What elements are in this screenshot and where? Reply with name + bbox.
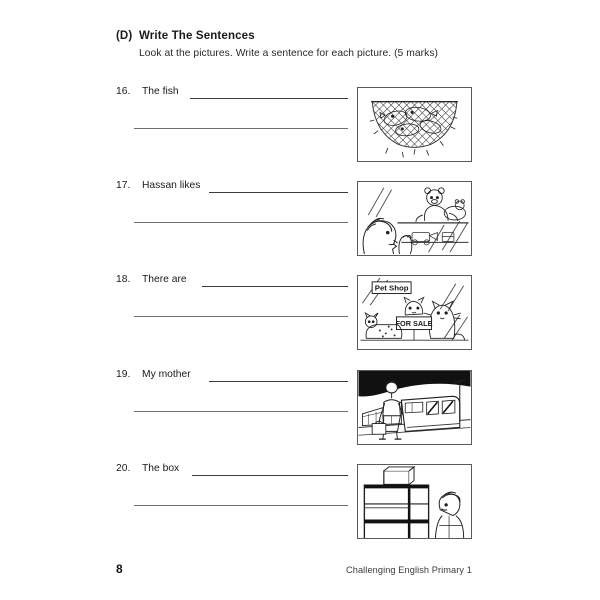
question-20-stem: The box (142, 463, 180, 474)
section-title: Write The Sentences (139, 30, 255, 42)
question-20-text-area (116, 463, 348, 541)
question-19-answer-line-1[interactable] (209, 381, 348, 382)
question-19-stem: My mother (142, 369, 191, 380)
boy-looking-at-toy-shop-window-illustration (359, 182, 471, 255)
question-item-18 (116, 274, 486, 354)
question-item-16 (116, 86, 486, 166)
woman-with-bag-at-train-platform-illustration (359, 371, 471, 444)
question-item-17 (116, 180, 486, 260)
box-on-top-of-shelf-with-child-illustration (359, 465, 471, 538)
question-20-answer-line-2[interactable] (134, 505, 348, 506)
section-title-row (116, 30, 496, 42)
question-18-answer-line-1[interactable] (202, 286, 348, 287)
question-17-answer-line-2[interactable] (134, 222, 348, 223)
question-18-picture (357, 275, 472, 350)
question-16-text-area (116, 86, 348, 164)
question-item-20 (116, 463, 486, 543)
question-16-answer-line-1[interactable] (190, 98, 348, 99)
book-title: Challenging English Primary 1 (346, 565, 472, 575)
for-sale-sign-text: FOR SALE (395, 319, 433, 329)
question-19-number: 19. (116, 369, 131, 380)
question-16-answer-line-2[interactable] (134, 128, 348, 129)
question-17-picture (357, 181, 472, 256)
question-item-19 (116, 369, 486, 449)
question-16-stem: The fish (142, 86, 179, 97)
section-instruction: Look at the pictures. Write a sentence for each picture. (5 marks) (139, 48, 438, 59)
fishing-net-full-of-fish-illustration (358, 102, 471, 157)
question-19-picture (357, 370, 472, 445)
pet-shop-sign-text: Pet Shop (374, 283, 409, 293)
question-18-answer-line-2[interactable] (134, 316, 348, 317)
question-17-stem: Hassan likes (142, 180, 201, 191)
section-header (116, 30, 496, 59)
question-20-number: 20. (116, 463, 131, 474)
question-20-answer-line-1[interactable] (192, 475, 348, 476)
question-18-stem: There are (142, 274, 187, 285)
question-18-number: 18. (116, 274, 131, 285)
question-16-number: 16. (116, 86, 131, 97)
question-17-text-area (116, 180, 348, 258)
question-20-picture (357, 464, 472, 539)
section-letter: (D) (116, 30, 133, 42)
question-19-text-area (116, 369, 348, 447)
pet-shop-cats-for-sale-illustration (359, 276, 471, 349)
question-18-text-area (116, 274, 348, 352)
question-19-answer-line-2[interactable] (134, 411, 348, 412)
question-17-answer-line-1[interactable] (209, 192, 348, 193)
question-16-picture (357, 87, 472, 162)
question-17-number: 17. (116, 180, 131, 191)
page-number: 8 (116, 562, 123, 576)
